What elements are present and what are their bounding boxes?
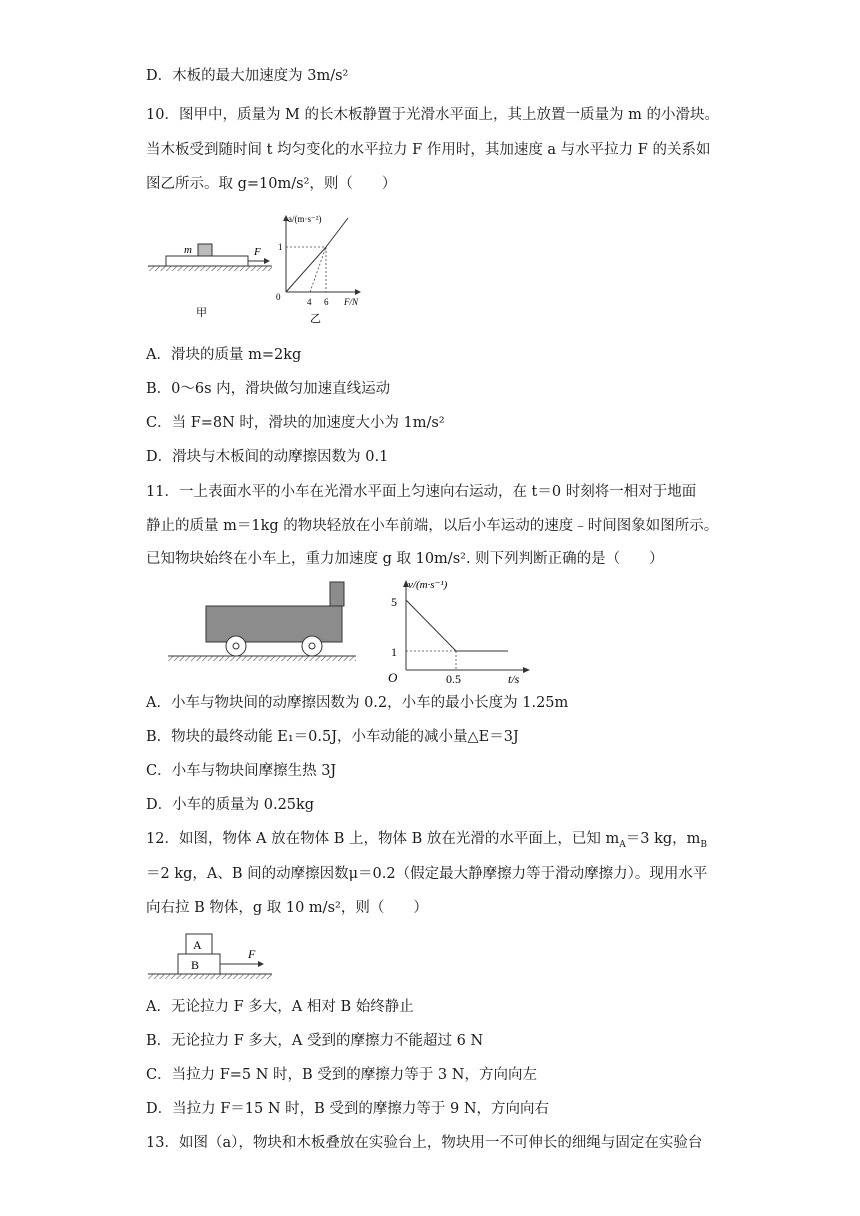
q10-stem-line3: 图乙所示。取 g=10m/s²，则（ ）	[146, 176, 397, 192]
q10-option-a: A．滑块的质量 m=2kg	[146, 347, 302, 363]
ground-hatch	[148, 974, 272, 979]
q12-stem-text2: ＝3 kg，m	[625, 831, 701, 847]
cart-body	[206, 606, 342, 642]
q11-option-b: B．物块的最终动能 E₁＝0.5J，小车动能的减小量△E＝3J	[146, 729, 519, 745]
q11-stem-line3: 已知物块始终在小车上，重力加速度 g 取 10m/s². 则下列判断正确的是（ ）	[146, 551, 664, 567]
q12-option-b: B．无论拉力 F 多大，A 受到的摩擦力不能超过 6 N	[146, 1033, 484, 1049]
q11-option-d: D．小车的质量为 0.25kg	[146, 797, 315, 813]
q11-vt-graph	[384, 576, 534, 686]
sub-a: A	[619, 839, 626, 850]
origin-label: 0	[276, 292, 281, 302]
mass-m-label: m	[184, 244, 192, 256]
series-segment-2	[326, 218, 348, 247]
label-a: A	[193, 938, 202, 952]
q10-option-b: B．0～6s 内，滑块做匀加速直线运动	[146, 381, 391, 397]
q12-stem-line2: ＝2 kg，A、B 间的动摩擦因数μ＝0.2（假定最大静摩擦力等于滑动摩擦力）。现用水平	[146, 866, 708, 882]
x-tick-05: 0.5	[446, 672, 461, 686]
long-board	[166, 256, 248, 266]
ground-hatch	[148, 266, 272, 271]
caption-jia: 甲	[196, 307, 207, 319]
q12-stem-line3: 向右拉 B 物体，g 取 10 m/s²，则（ ）	[146, 900, 428, 916]
label-b: B	[191, 958, 200, 972]
q11-cart-figure	[166, 578, 366, 668]
dash-ext	[310, 247, 326, 292]
x-tick-6: 6	[324, 297, 329, 307]
q12-stem-line1	[146, 829, 707, 855]
q11-option-c: C．小车与物块间摩擦生热 3J	[146, 763, 337, 779]
q11-option-a: A．小车与物块间的动摩擦因数为 0.2，小车的最小长度为 1.25m	[146, 695, 569, 711]
q10-option-c: C．当 F=8N 时，滑块的加速度大小为 1m/s²	[146, 415, 445, 431]
q10-figure-yi	[272, 212, 372, 327]
origin-label: O	[388, 670, 398, 685]
q10-stem-line2: 当木板受到随时间 t 均匀变化的水平拉力 F 作用时，其加速度 a 与水平拉力 F 的关系如	[146, 142, 711, 158]
y-tick-1: 1	[391, 645, 397, 659]
caption-yi: 乙	[310, 313, 321, 325]
q12-option-c: C．当拉力 F=5 N 时，B 受到的摩擦力等于 3 N，方向向左	[146, 1067, 537, 1083]
q10-figure-jia	[146, 240, 276, 320]
q13-stem-line1: 13．如图（a），物块和木板叠放在实验台上，物块用一不可伸长的细绳与固定在实验台	[146, 1135, 703, 1151]
sub-b: B	[700, 839, 708, 850]
q12-figure	[146, 930, 276, 986]
force-f-label: F	[254, 246, 261, 258]
x-axis-label: F/N	[344, 297, 359, 307]
y-axis-label: v/(m·s⁻¹)	[408, 579, 448, 591]
series-decel	[406, 600, 456, 651]
x-tick-4: 4	[307, 297, 312, 307]
y-tick-1: 1	[278, 242, 283, 252]
q9-option-d: D．木板的最大加速度为 3m/s²	[146, 68, 349, 84]
q12-option-d: D．当拉力 F＝15 N 时，B 受到的摩擦力等于 9 N，方向向右	[146, 1101, 550, 1117]
q11-stem-line2: 静止的质量 m＝1kg 的物块轻放在小车前端，以后小车运动的速度﹣时间图象如图所示。	[146, 518, 719, 534]
q12-option-a: A．无论拉力 F 多大，A 相对 B 始终静止	[146, 999, 414, 1015]
q10-stem-line1: 10．图甲中，质量为 M 的长木板静置于光滑水平面上，其上放置一质量为 m 的小滑块。	[146, 107, 719, 123]
q12-stem-text: 12．如图，物体 A 放在物体 B 上，物体 B 放在光滑的水平面上，已知 m	[146, 831, 620, 847]
label-f: F	[248, 947, 256, 961]
small-block	[198, 244, 212, 256]
q11-stem-line1: 11．一上表面水平的小车在光滑水平面上匀速向右运动，在 t＝0 时刻将一相对于地面	[146, 484, 697, 500]
ground-hatch	[168, 656, 356, 661]
q10-option-d: D．滑块与木板间的动摩擦因数为 0.1	[146, 449, 389, 465]
cart-front-block	[330, 582, 344, 606]
x-axis-label: t/s	[508, 672, 520, 686]
y-axis-label: a/(m·s⁻²)	[288, 214, 322, 224]
series-segment-1	[286, 247, 326, 292]
y-tick-5: 5	[391, 595, 397, 609]
